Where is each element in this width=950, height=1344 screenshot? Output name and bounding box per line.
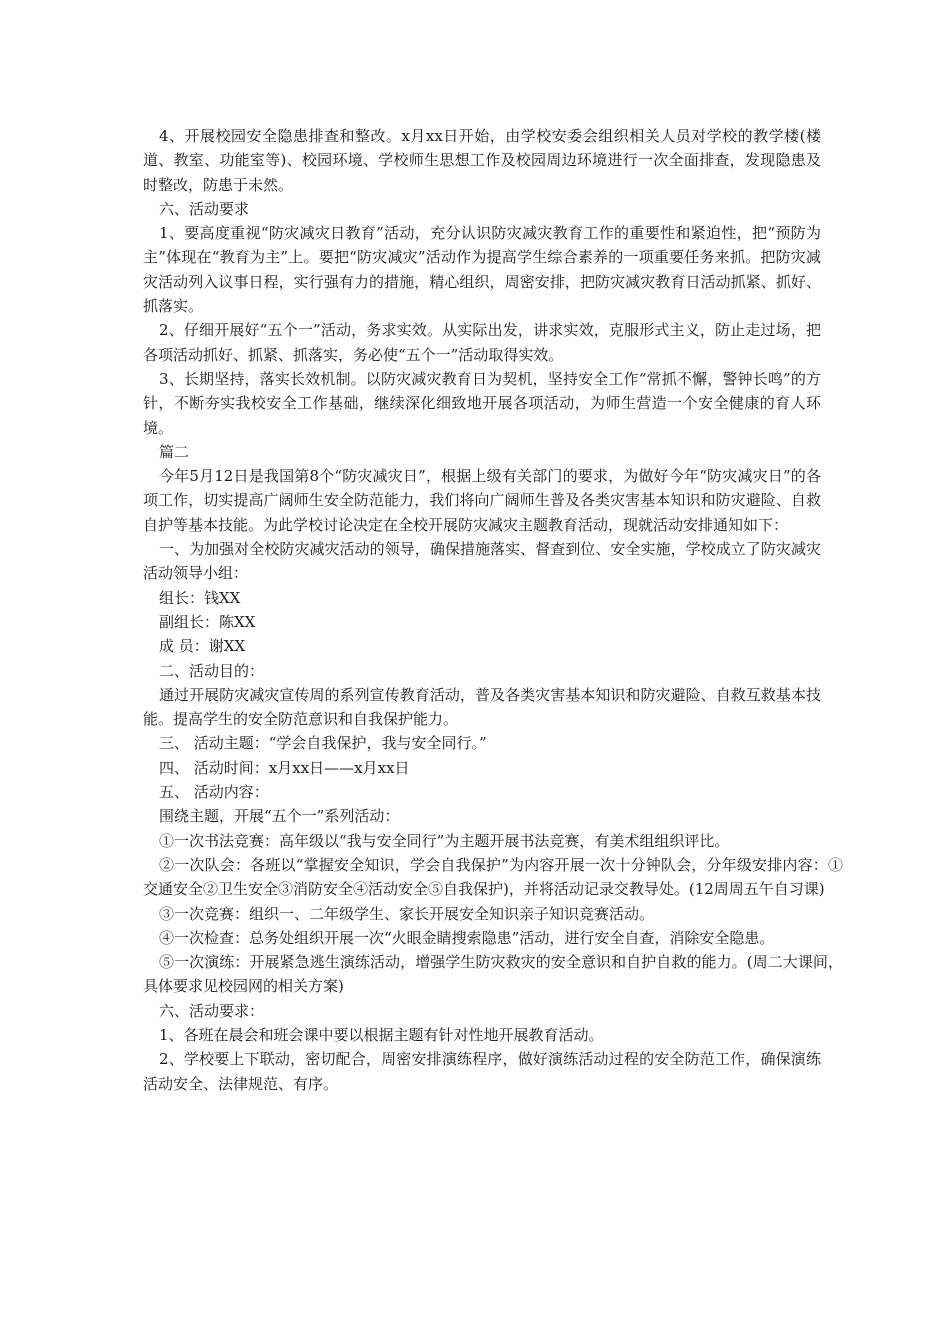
heading-activity-requirements: 六、活动要求 [159, 199, 250, 218]
heading-activity-purpose: 二、活动目的： [159, 661, 265, 680]
paragraph-intro: 今年5月12日是我国第8个“防灾减灾日”，根据上级有关部门的要求，为做好今年“防灾减灾日”的各项工作，切实提高广阔师生安全防范能力，我们将向广阔师生普及各类灾害基本知识和防灾避险、自救自护等基本技能。为此学校讨论决定在全校开展防灾减灾主题教育活动，现就活动安排通知如下： [143, 467, 821, 534]
list-item-calligraphy: ①一次书法竞赛：高年级以“我与安全同行”为主题开展书法竞赛，有美术组组织评比。 [159, 831, 730, 850]
paragraph-activity-time: 四、 活动时间：x月xx日——x月xx日 [159, 758, 410, 777]
paragraph-five-activities: 围绕主题，开展“五个一”系列活动： [159, 807, 400, 826]
group-members: 成 员：谢XX [159, 637, 246, 656]
list-item-inspection: ④一次检查：总务处组织开展一次“火眼金睛搜索隐患”活动，进行安全自查，消除安全隐患。 [159, 928, 775, 947]
paragraph-item4-inspection: 4、开展校园安全隐患排查和整改。x月xx日开始，由学校安委会组织相关人员对学校的教学楼(楼道、教室、功能室等)、校园环境、学校师生思想工作及校园周边环境进行一次全面排查，发现隐患及时整改，防患于未然。 [143, 127, 821, 194]
paragraph-activity-theme: 三、 活动主题：“学会自我保护，我与安全同行。” [159, 734, 487, 753]
paragraph-requirement-1: 1、要高度重视“防灾减灾日教育”活动，充分认识防灾减灾教育工作的重要性和紧迫性，把“预防为主”体现在“教育为主”上。要把“防灾减灾”活动作为提高学生综合素养的一项重要任务来抓。把防灾减灾活动列入议事日程，实行强有力的措施，精心组织，周密安排，把防灾减灾教育日活动抓紧、抓好、抓落实。 [143, 224, 821, 316]
heading-activity-content: 五、 活动内容： [159, 783, 269, 802]
paragraph-requirement-2: 2、仔细开展好“五个一”活动，务求实效。从实际出发，讲求实效，克服形式主义，防止走过场，把各项活动抓好、抓紧、抓落实，务必使“五个一”活动取得实效。 [143, 321, 821, 364]
paragraph-requirement-2-1: 1、各班在晨会和班会课中要以根据主题有针对性地开展教育活动。 [159, 1025, 604, 1044]
group-deputy-leader: 副组长：陈XX [159, 612, 256, 631]
heading-part-two: 篇二 [159, 442, 190, 461]
paragraph-requirement-2-2: 2、学校要上下联动，密切配合，周密安排演练程序，做好演练活动过程的安全防范工作，确保演练活动安全、法律规范、有序。 [143, 1050, 821, 1093]
document-body [143, 124, 843, 1096]
list-item-class-meeting: ②一次队会：各班以“掌握安全知识，学会自我保护”为内容开展一次十分钟队会，分年级安排内容：①交通安全②卫生安全③消防安全④活动安全⑤自我保护)，并将活动记录交教导处。(12周周五午自习课) [143, 855, 843, 899]
paragraph-activity-purpose: 通过开展防灾减灾宣传周的系列宣传教育活动，普及各类灾害基本知识和防灾避险、自救互救基本技能。提高学生的安全防范意识和自我保护能力。 [143, 685, 821, 729]
list-item-competition: ③一次竞赛：组织一、二年级学生、家长开展安全知识亲子知识竞赛活动。 [159, 904, 655, 923]
list-item-drill: ⑤一次演练：开展紧急逃生演练活动，增强学生防灾救灾的安全意识和自护自救的能力。(周二大课间，具体要求见校园网的相关方案) [143, 953, 843, 996]
paragraph-leadership-group: 一、为加强对全校防灾减灾活动的领导，确保措施落实、督查到位、安全实施，学校成立了防灾减灾活动领导小组： [143, 540, 821, 583]
heading-activity-requirements-2: 六、活动要求： [159, 1001, 265, 1020]
paragraph-requirement-3: 3、长期坚持，落实长效机制。以防灾减灾教育日为契机，坚持安全工作“常抓不懈，警钟长鸣”的方针，不断夯实我校安全工作基础，继续深化细致地开展各项活动，为师生营造一个安全健康的育人环境。 [143, 369, 821, 437]
group-leader: 组长：钱XX [159, 588, 241, 607]
